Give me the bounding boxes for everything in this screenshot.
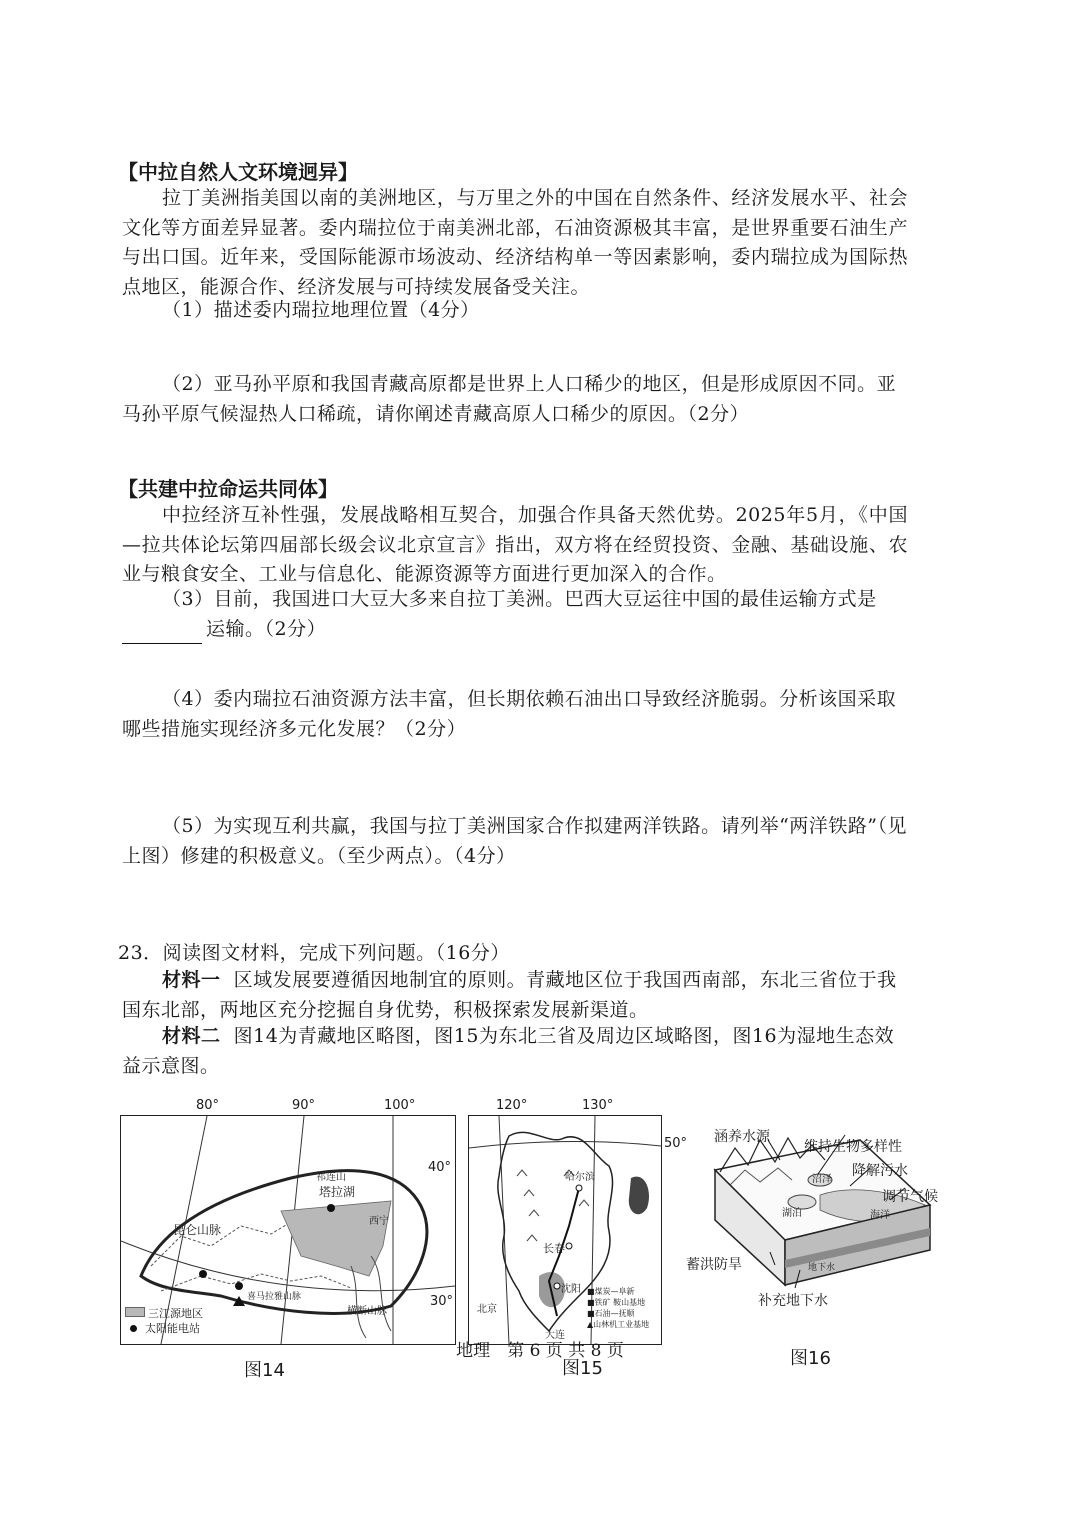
question-3-text: （3）目前，我国进口大豆大多来自拉丁美洲。巴西大豆运往中国的最佳运输方式是 bbox=[162, 588, 877, 610]
fig16-label-lake: 湖泊 bbox=[782, 1208, 802, 1219]
fig16-label-biodiversity: 维持生物多样性 bbox=[804, 1139, 902, 1155]
question-2: （2）亚马孙平原和我国青藏高原都是世界上人口稀少的地区，但是形成原因不同。亚马孙平原气候湿热人口稀疏，请你阐述青藏高原人口稀少的原因。（2分） bbox=[122, 373, 897, 425]
question-3-suffix: 运输。（2分） bbox=[206, 617, 327, 640]
figure-14-map bbox=[120, 1115, 456, 1345]
material-2-label: 材料二 bbox=[162, 1025, 221, 1047]
fig15-lon-130: 130° bbox=[582, 1098, 614, 1113]
fig16-label-swamp: 沼泽 bbox=[812, 1174, 832, 1185]
fig15-label-changchun: 长春 bbox=[543, 1242, 565, 1255]
question-5: （5）为实现互利共赢，我国与拉丁美洲国家合作拟建两洋铁路。请列举“两洋铁路”（见上图）修建的积极意义。（至少两点）。（4分） bbox=[122, 815, 908, 867]
fig14-lat-30: 30° bbox=[430, 1294, 454, 1309]
fig16-label-flood: 蓄洪防旱 bbox=[686, 1257, 742, 1273]
section-heading-community: 【共建中拉命运共同体】 bbox=[118, 477, 338, 501]
section-paragraph-nature: 拉丁美洲指美国以南的美洲地区，与万里之外的中国在自然条件、经济发展水平、社会文化等方面差异显著。委内瑞拉位于南美洲北部，石油资源极其丰富，是世界重要石油生产与出口国。近年来，受国际能源市场波动、经济结构单一等因素影响，委内瑞拉成为国际热点地区，能源合作、经济发展与可持续发展备受关注。 bbox=[122, 187, 908, 298]
fig15-label-shenyang: 沈阳 bbox=[561, 1284, 581, 1295]
material-2-text: 图14为青藏地区略图，图15为东北三省及周边区域略图，图16为湿地生态效益示意图。 bbox=[122, 1025, 895, 1077]
question-4: （4）委内瑞拉石油资源方法丰富，但长期依赖石油出口导致经济脆弱。分析该国采取哪些措施实现经济多元化发展？（2分） bbox=[122, 688, 897, 740]
fig14-label-kunlun: 昆仑山脉 bbox=[173, 1223, 222, 1237]
fig14-legend-sanjiang: 三江源地区 bbox=[125, 1306, 203, 1321]
fig14-lon-80: 80° bbox=[196, 1098, 220, 1113]
fig14-label-tala: 塔拉湖 bbox=[319, 1185, 356, 1199]
figure-16-diagram bbox=[686, 1110, 970, 1330]
fig15-legend-coal: ■煤炭—阜新 bbox=[587, 1287, 635, 1296]
fig15-label-dalian: 大连 bbox=[545, 1330, 565, 1341]
fig16-label-purify: 降解污水 bbox=[852, 1163, 908, 1179]
fig14-label-hengduan: 横断山脉 bbox=[347, 1306, 387, 1317]
fig15-legend-iron: ■铁矿 鞍山基地 bbox=[587, 1298, 646, 1307]
figure-15-map bbox=[468, 1115, 662, 1345]
figure-14-caption: 图14 bbox=[244, 1360, 285, 1381]
fig16-label-conserve: 涵养水源 bbox=[714, 1129, 770, 1145]
fig14-legend bbox=[125, 1306, 203, 1336]
fig16-label-sea: 海洋 bbox=[870, 1210, 890, 1221]
material-1 bbox=[122, 966, 908, 1025]
fig14-lat-40: 40° bbox=[428, 1160, 452, 1175]
material-1-text: 区域发展要遵循因地制宜的原则。青藏地区位于我国西南部，东北三省位于我国东北部，两地区充分挖掘自身优势，积极探索发展新渠道。 bbox=[122, 969, 897, 1021]
section-paragraph-community: 中拉经济互补性强，发展战略相互契合，加强合作具备天然优势。2025年5月，《中国—拉共体论坛第四届部长级会议北京宣言》指出，双方将在经贸投资、金融、基础设施、农业与粮食安全、工业与信息化、能源资源等方面进行更加深入的合作。 bbox=[122, 504, 908, 585]
fig15-legend-oil: ■石油—抚顺 bbox=[587, 1309, 635, 1318]
fig14-label-xining: 西宁 bbox=[369, 1216, 389, 1227]
fig14-lon-100: 100° bbox=[384, 1098, 416, 1113]
question-23-title: 23．阅读图文材料，完成下列问题。（16分） bbox=[118, 942, 510, 964]
fig15-lat-50: 50° bbox=[664, 1136, 688, 1151]
fig15-label-harbin: 哈尔滨 bbox=[565, 1172, 595, 1183]
fig16-label-groundwater: 地下水 bbox=[808, 1263, 836, 1273]
answer-blank[interactable] bbox=[122, 623, 202, 644]
fig15-legend bbox=[587, 1286, 649, 1330]
fig15-label-beijing: 北京 bbox=[477, 1304, 497, 1315]
figure-15-caption: 图15 bbox=[562, 1358, 603, 1379]
fig14-legend-solar: 太阳能电站 bbox=[125, 1321, 203, 1336]
section-heading-nature: 【中拉自然人文环境迥异】 bbox=[118, 160, 358, 184]
fig16-label-climate: 调节气候 bbox=[882, 1189, 938, 1205]
question-1: （1）描述委内瑞拉地理位置（4分） bbox=[162, 299, 480, 321]
fig15-lon-120: 120° bbox=[496, 1098, 528, 1113]
material-2 bbox=[122, 1022, 908, 1081]
page-footer: 地理 第 6 页 共 8 页 bbox=[456, 1341, 624, 1361]
fig15-legend-industry: ▲山林机工业基地 bbox=[587, 1320, 650, 1329]
figure-16-caption: 图16 bbox=[790, 1348, 831, 1369]
fig16-label-recharge: 补充地下水 bbox=[758, 1293, 828, 1309]
question-3 bbox=[122, 585, 908, 644]
fig14-label-qilian: 祁连山 bbox=[316, 1172, 346, 1183]
fig14-lon-90: 90° bbox=[292, 1098, 316, 1113]
material-1-label: 材料一 bbox=[162, 969, 221, 991]
fig14-label-himalaya: 喜马拉雅山脉 bbox=[247, 1292, 302, 1302]
